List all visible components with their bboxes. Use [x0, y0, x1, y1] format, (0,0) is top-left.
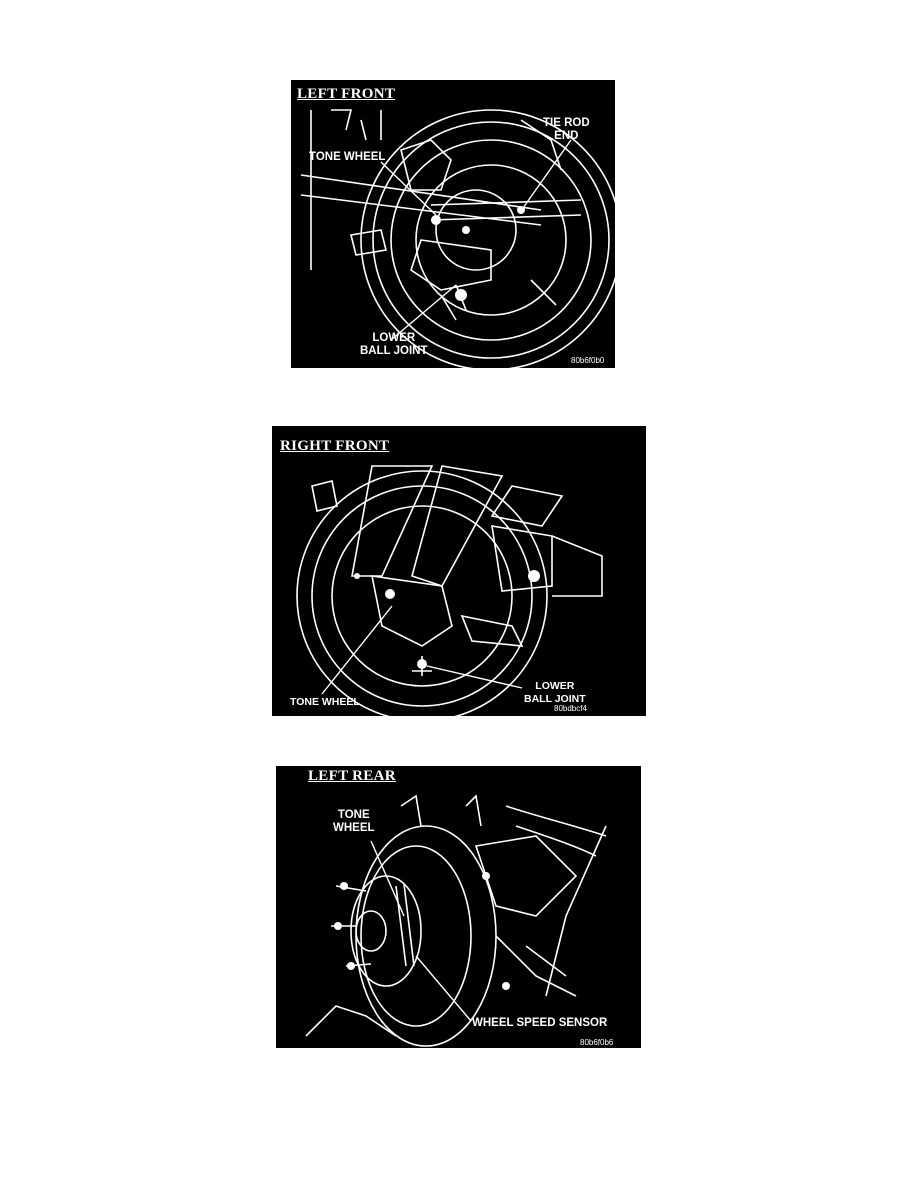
figure-code: 80b6f0b0 [571, 356, 605, 365]
tie-rod-end-label: TIE ROD END [543, 117, 590, 142]
right-front-suspension-illustration [272, 426, 646, 716]
figure-title: LEFT FRONT [297, 86, 396, 102]
tone-wheel-label: TONE WHEEL [333, 809, 375, 834]
figure-title: RIGHT FRONT [280, 438, 390, 454]
lower-ball-joint-label: LOWER BALL JOINT [360, 332, 428, 357]
figure-left-rear [276, 766, 641, 1048]
tone-wheel-label: TONE WHEEL [309, 151, 386, 163]
wheel-speed-sensor-label: WHEEL SPEED SENSOR [472, 1017, 608, 1029]
lower-ball-joint-label: LOWER BALL JOINT [524, 680, 586, 705]
figure-code: 80b6f0b6 [580, 1038, 614, 1047]
tone-wheel-label: TONE WHEEL [290, 696, 360, 708]
figure-title: LEFT REAR [308, 768, 396, 784]
figure-right-front [272, 426, 646, 716]
figure-left-front [291, 80, 615, 368]
figure-code: 80bdbcf4 [554, 704, 587, 713]
left-rear-hub-illustration [276, 766, 641, 1048]
